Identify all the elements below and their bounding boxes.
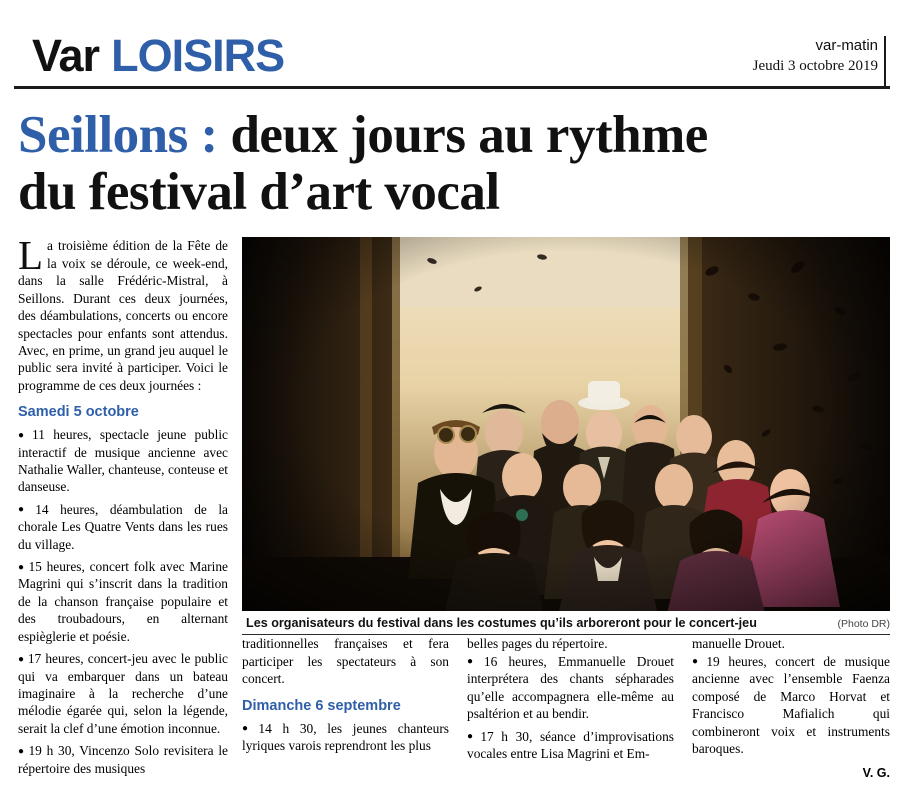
- photo-credit: (Photo DR): [837, 618, 890, 631]
- masthead-var-label: Var: [32, 30, 100, 81]
- list-item: [242, 720, 449, 755]
- article-column-1: [18, 232, 229, 782]
- subheading-sunday: Dimanche 6 septembre: [242, 697, 401, 714]
- subheading-saturday: Samedi 5 octobre: [18, 404, 139, 421]
- list-item-text: 15 heures, concert folk avec Marine Magrini qui s’inscrit dans la tradition de la chanson française populaire et des troubadours, en alternant espièglerie et poésie.: [18, 559, 228, 644]
- list-item: [18, 501, 228, 553]
- list-item: [18, 650, 228, 737]
- headline-line-2: du festival d’art vocal: [18, 163, 500, 222]
- bullet-icon: ●: [18, 745, 26, 757]
- intro-paragraph: [18, 232, 228, 394]
- bullet-icon: ●: [242, 723, 256, 735]
- headline-line-1: deux jours au rythme: [230, 106, 708, 164]
- article-column-2: [242, 635, 449, 759]
- list-item: [18, 426, 228, 496]
- bullet-icon: ●: [467, 656, 481, 668]
- list-item: [467, 653, 674, 723]
- bullet-icon: ●: [467, 731, 478, 743]
- photo-block: [242, 237, 890, 635]
- page-title: [14, 107, 890, 221]
- list-item: [467, 728, 674, 763]
- list-item-text: 16 heures, Emmanuelle Drouet interprétera des chants sépharades qu’elle accompagnera elle-même au psaltérion et au bendir.: [467, 653, 674, 722]
- masthead-meta: [753, 36, 886, 87]
- masthead-brand: var-matin: [815, 36, 878, 54]
- intro-text: a troisième édition de la Fête de la voix se déroule, ce week-end, dans la salle Frédéric-Mistral, à Seillons. Durant ces deux journées, des déambulations, concerts ou encore spectacles pour enfants sont attendus. Avec, en prime, un grand jeu auquel le public sera invité à participer. Voici le programme de ces deux journées :: [18, 238, 228, 393]
- headline-locality: Seillons :: [18, 106, 218, 164]
- column-3-continuation: belles pages du répertoire.: [467, 636, 608, 652]
- photo-caption: Les organisateurs du festival dans les costumes qu’ils arboreront pour le concert-jeu: [246, 616, 757, 631]
- bullet-icon: ●: [692, 656, 704, 668]
- bullet-icon: ●: [18, 653, 25, 665]
- list-item-text: 19 heures, concert de musique ancienne avec l’ensemble Faenza composé de Marco Horvat et Francisco Mafialich qui combineront voix et instruments baroques.: [692, 653, 890, 756]
- bullet-icon: ●: [18, 504, 33, 516]
- list-item-text: 19 h 30, Vincenzo Solo revisitera le répertoire des musiques: [18, 743, 228, 776]
- article-signature: V. G.: [862, 766, 890, 781]
- list-item: [18, 558, 228, 645]
- bullet-icon: ●: [18, 429, 30, 441]
- photo-illustration: [242, 237, 890, 611]
- list-item-text: 17 heures, concert-jeu avec le public qui va embarquer dans un bateau imaginaire à la recherche d’une mélodie égarée qui, selon la légende, serait la clef d’une émotion inconnue.: [18, 651, 228, 736]
- masthead-title-group: [32, 30, 285, 86]
- photo-caption-row: [242, 611, 890, 635]
- article-body: [14, 232, 890, 783]
- article-photo: [242, 237, 890, 611]
- list-item-text: 14 h 30, les jeunes chanteurs lyriques varois reprendront les plus: [242, 720, 449, 753]
- masthead-section-label: LOISIRS: [111, 30, 285, 81]
- list-item-text: 11 heures, spectacle jeune public interactif de musique ancienne avec Nathalie Waller, chanteuse, conteuse et danseuse.: [18, 427, 228, 495]
- list-item-text: 14 heures, déambulation de la chorale Les Quatre Vents dans les rues du village.: [18, 501, 229, 552]
- column-2-continuation: traditionnelles françaises et fera participer les spectateurs à son concert.: [242, 636, 449, 687]
- article-column-3: [467, 635, 674, 767]
- lower-columns: [242, 635, 890, 785]
- article-column-4: [692, 635, 890, 781]
- list-item: [692, 653, 890, 758]
- drop-cap: L: [18, 232, 44, 279]
- list-item: [18, 742, 228, 777]
- column-4-continuation: manuelle Drouet.: [692, 636, 785, 652]
- bullet-icon: ●: [18, 561, 26, 573]
- list-item-text: 17 h 30, séance d’improvisations vocales entre Lisa Magrini et Em-: [467, 728, 674, 761]
- masthead: [14, 0, 890, 89]
- masthead-date: Jeudi 3 octobre 2019: [752, 57, 878, 74]
